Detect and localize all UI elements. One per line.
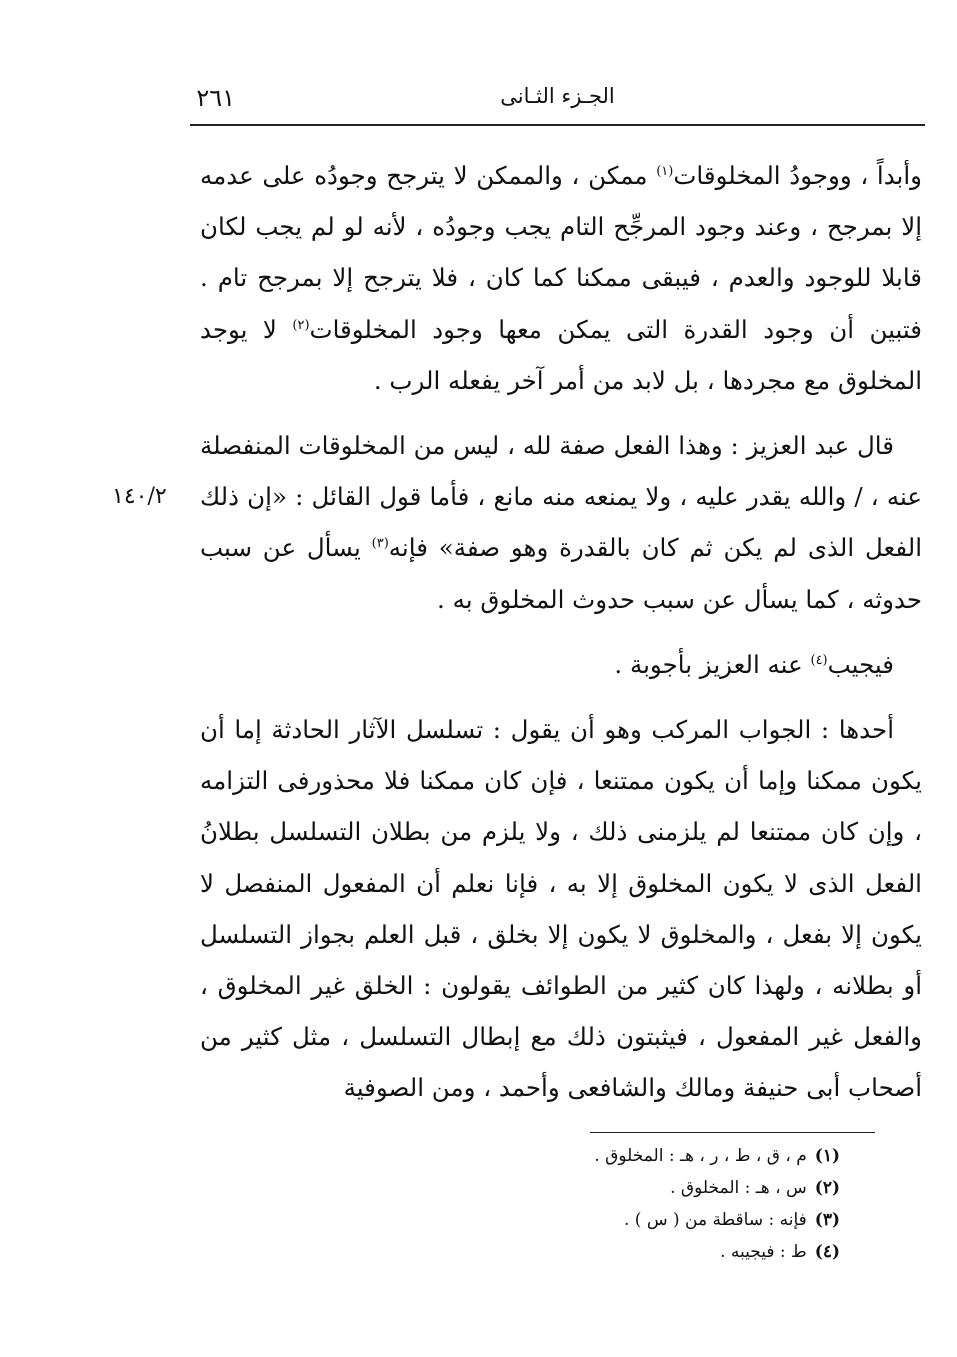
text-run: أحدها : الجواب المركب وهو أن يقول : تسلسل الآثار الحادثة إما أن يكون ممكنا وإما أن يكون ممتنعا ، فإن كان ممكنا فلا محذورفى التزامه ، وإن كان ممتنعا لم يلزمنى ذلك ، ولا يلزم من بطلان التسلسل بطلانُ الفعل الذى لا يكون المخلوق إلا به ، فإنا نعلم أن المفعول المنفصل لا يكون إلا بفعل ، والمخلوق لا يكون إلا بخلق ، قبل العلم بجواز التسلسل أو بطلانه ، ولهذا كان كثير من الطوائف يقولون : الخلق غير المخلوق ، والفعل غير المفعول ، فيثبتون ذلك مع إبطال التسلسل ، مثل كثير من أصحاب أبى حنيفة ومالك والشافعى وأحمد ، ومن الصوفية (200, 715, 922, 1103)
footnote (450, 1140, 840, 1172)
footnote-text: م ، ق ، ط ، ر ، هـ : المخلوق . (594, 1146, 807, 1166)
footnote-text: ط : فيجيبه . (720, 1242, 807, 1262)
paragraph (200, 704, 922, 1114)
body-text (200, 150, 922, 1128)
text-run: فيجيب (827, 649, 894, 679)
text-run: عنه العزيز بأجوبة . (614, 649, 811, 679)
footnote-marker: (١) (656, 163, 674, 179)
footnote (450, 1172, 840, 1204)
footnote-number: (٢) (814, 1178, 840, 1198)
margin-reference: ١٤٠/٢ (112, 484, 167, 509)
page-header (190, 78, 925, 122)
footnote-number: (٣) (814, 1210, 840, 1230)
footnote-text: س ، هـ : المخلوق . (670, 1178, 807, 1198)
paragraph (200, 150, 922, 406)
footnote-rule (590, 1132, 875, 1133)
text-run: يسأل عن سبب حدوثه ، كما يسأل عن سبب حدوث المخلوق به . (200, 533, 922, 614)
footnote-number: (٤) (814, 1242, 840, 1262)
footnote (450, 1236, 840, 1268)
footnote-marker: (٤) (810, 652, 828, 668)
footnote-text: فإنه : ساقطة من ( س ) . (623, 1210, 807, 1230)
text-run: ممكن ، والممكن لا يترجح وجودُه على عدمه إلا بمرجح ، وعند وجود المرجِّح التام يجب وجودُه ، لأنه لو لم يجب لكان قابلا للوجود والعدم ، فيبقى ممكنا كما كان ، فلا يترجح إلا بمرجح تام . فتبين أن وجود القدرة التى يمكن معها وجود المخلوقات (200, 161, 922, 344)
footnote-marker: (٢) (292, 317, 310, 333)
paragraph (200, 420, 922, 625)
footnote (450, 1204, 840, 1236)
page-number: ٢٦١ (196, 84, 235, 112)
header-rule (190, 124, 925, 126)
text-run: لا يوجد المخلوق مع مجردها ، بل لابد من أمر آخر يفعله الرب . (200, 314, 922, 395)
text-run: قال عبد العزيز : وهذا الفعل صفة لله ، ليس من المخلوقات المنفصلة عنه ، / والله يقدر عليه ، ولا يمنعه منه مانع ، فأما قول القائل : «إن ذلك الفعل الذى لم يكن ثم كان بالقدرة وهو صفة» فإنه (200, 431, 922, 563)
text-run: وأبداً ، ووجودُ المخلوقات (673, 161, 923, 190)
paragraph (200, 639, 922, 690)
footnote-marker: (٣) (371, 536, 389, 552)
footnotes (450, 1140, 840, 1268)
running-title: الجـزء الثـانى (500, 84, 615, 108)
footnote-number: (١) (814, 1146, 840, 1166)
